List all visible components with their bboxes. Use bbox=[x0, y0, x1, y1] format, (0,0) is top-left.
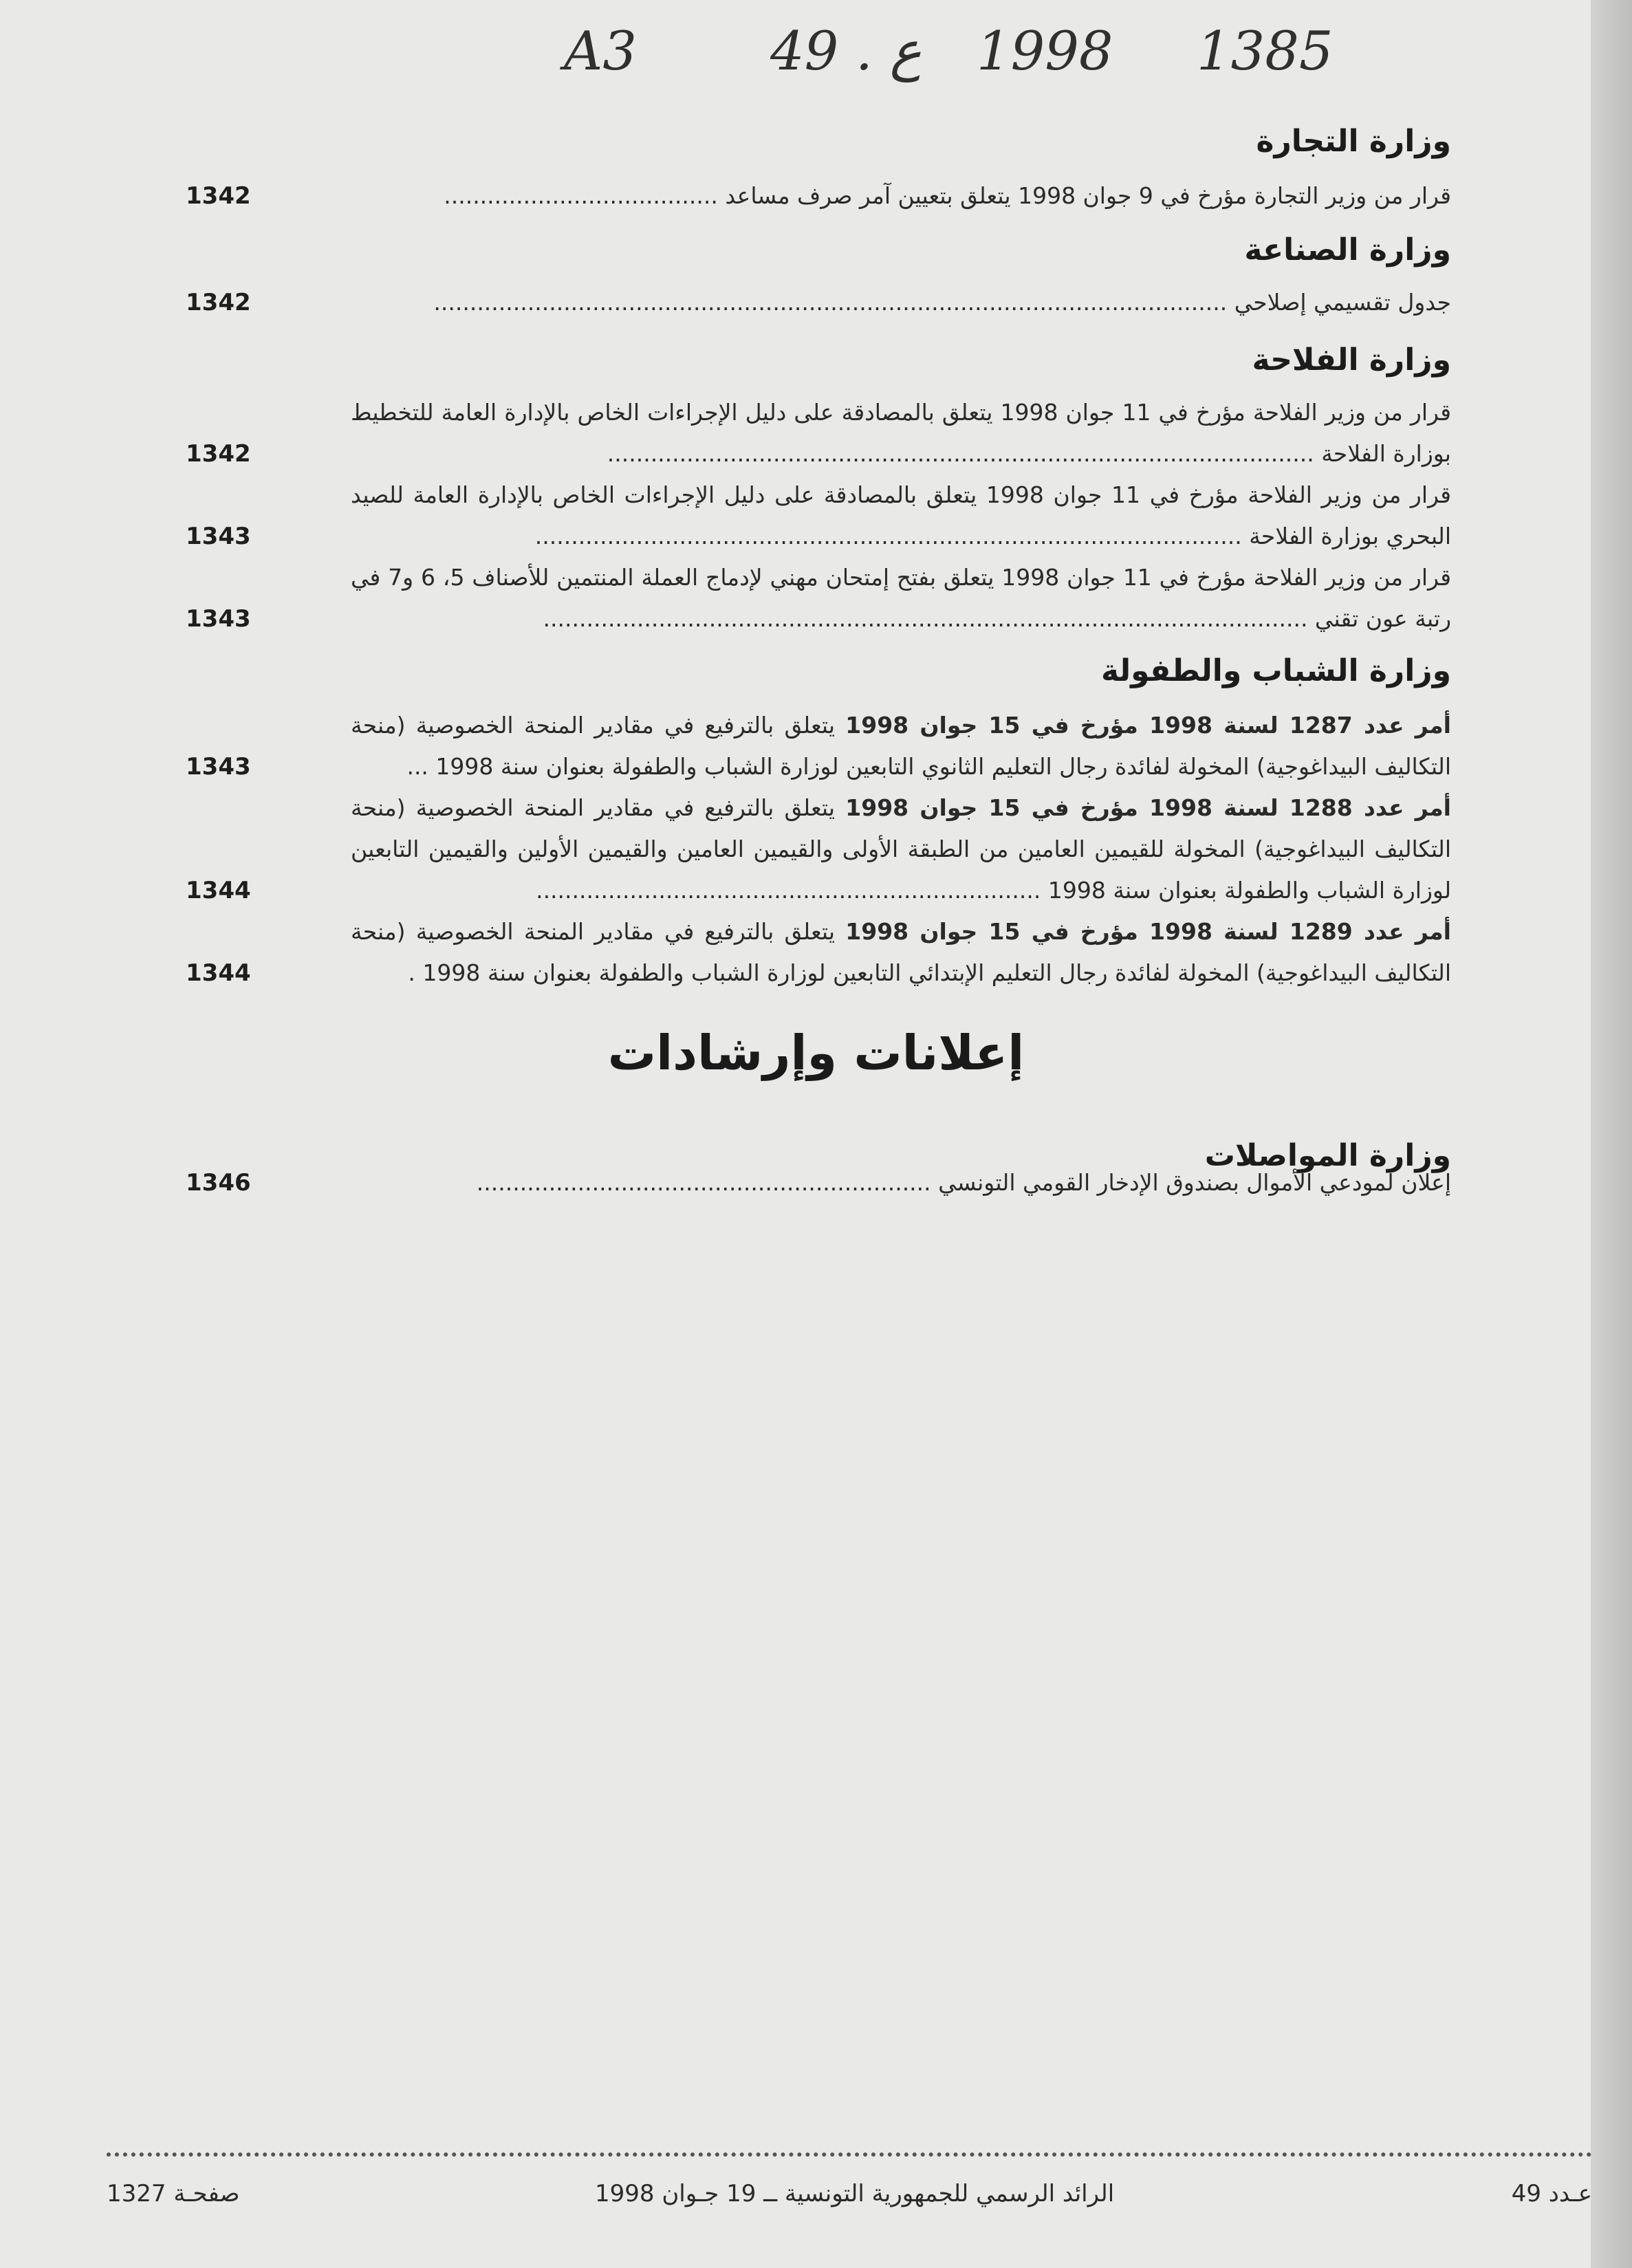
toc-entry bbox=[186, 787, 1451, 911]
entry-page-number: 1342 bbox=[186, 182, 251, 210]
decree-reference: أمر عدد 1287 لسنة 1998 مؤرخ في 15 جوان 1998 bbox=[845, 712, 1451, 739]
footer-publication-title: الرائد الرسمي للجمهورية التونسية ــ 19 جـوان 1998 bbox=[595, 2180, 1115, 2207]
decree-description: يتعلق بالترفيع في مقادير المنحة الخصوصية (منحة التكاليف البيداغوجية) المخولة لفائدة رجال التعليم الإبتدائي التابعين لوزارة الشباب والطفولة بعنوان سنة 1998 . bbox=[351, 918, 1451, 986]
section-title-commerce: وزارة التجارة bbox=[1256, 124, 1451, 159]
toc-entry bbox=[186, 1162, 1451, 1203]
toc-entry bbox=[186, 475, 1451, 557]
entry-text: قرار من وزير التجارة مؤرخ في 9 جوان 1998 يتعلق بتعيين آمر صرف مساعد ...................................... bbox=[444, 182, 1451, 209]
entry-page-number: 1342 bbox=[186, 440, 251, 468]
entry-text: قرار من وزير الفلاحة مؤرخ في 11 جوان 1998 يتعلق بالمصادقة على دليل الإجراءات الخاص بالإدارة العامة للصيد البحري بوزارة الفلاحة .................................................................................................. bbox=[351, 481, 1451, 549]
decree-description: يتعلق بالترفيع في مقادير المنحة الخصوصية (منحة التكاليف البيداغوجية) المخولة لفائدة رجال التعليم الثانوي التابعين لوزارة الشباب والطفولة بعنوان سنة 1998 ... bbox=[351, 712, 1451, 780]
toc-entry bbox=[186, 175, 1451, 217]
entry-text bbox=[351, 705, 1451, 787]
handwritten-annotation bbox=[564, 21, 1375, 96]
section-title-industry: وزارة الصناعة bbox=[1244, 232, 1451, 268]
toc-entry bbox=[186, 911, 1451, 994]
entry-page-number: 1346 bbox=[186, 1169, 251, 1197]
entry-page-number: 1344 bbox=[186, 877, 251, 904]
handwritten-issue: 49 . ع bbox=[770, 21, 922, 83]
entry-page-number: 1342 bbox=[186, 289, 251, 316]
toc-entry bbox=[186, 282, 1451, 323]
entry-page-number: 1343 bbox=[186, 753, 251, 781]
decree-reference: أمر عدد 1289 لسنة 1998 مؤرخ في 15 جوان 1998 bbox=[845, 918, 1451, 945]
section-title-youth: وزارة الشباب والطفولة bbox=[1100, 653, 1451, 688]
toc-entry bbox=[186, 392, 1451, 475]
announcements-heading: إعلانات وإرشادات bbox=[607, 1025, 1025, 1081]
page-footer bbox=[107, 2180, 1592, 2221]
footer-page-number: صفحـة 1327 bbox=[107, 2180, 240, 2207]
entry-text: قرار من وزير الفلاحة مؤرخ في 11 جوان 1998 يتعلق بالمصادقة على دليل الإجراءات الخاص بالإدارة العامة للتخطيط بوزارة الفلاحة .................................................................................................. bbox=[351, 399, 1451, 467]
entry-text: إعلان لمودعي الأموال بصندوق الإدخار القومي التونسي ............................................................... bbox=[476, 1169, 1451, 1196]
entry-page-number: 1343 bbox=[186, 605, 251, 633]
entry-page-number: 1344 bbox=[186, 959, 251, 987]
handwritten-year: 1998 bbox=[977, 21, 1113, 83]
section-title-agriculture: وزارة الفلاحة bbox=[1252, 342, 1451, 378]
footer-divider bbox=[107, 2152, 1592, 2157]
scan-page-edge bbox=[1591, 0, 1632, 2268]
toc-entry bbox=[186, 557, 1451, 640]
footer-issue-number: عـدد 49 bbox=[1511, 2180, 1592, 2207]
decree-description: يتعلق بالترفيع في مقادير المنحة الخصوصية (منحة التكاليف البيداغوجية) المخولة للقيمين العامين من الطبقة الأولى والقيمين العامين والقيمين الأولين والقيمين التابعين لوزارة الشباب والطفولة بعنوان سنة 1998 ...................................................................... bbox=[351, 794, 1451, 904]
entry-text: جدول تقسيمي إصلاحي .............................................................................................................. bbox=[433, 289, 1451, 316]
decree-reference: أمر عدد 1288 لسنة 1998 مؤرخ في 15 جوان 1998 bbox=[845, 794, 1451, 821]
toc-entry bbox=[186, 705, 1451, 787]
section-title-communications: وزارة المواصلات bbox=[1204, 1138, 1451, 1173]
entry-text bbox=[351, 787, 1451, 911]
handwritten-number: 1385 bbox=[1197, 21, 1334, 83]
entry-text: قرار من وزير الفلاحة مؤرخ في 11 جوان 1998 يتعلق بفتح إمتحان مهني لإدماج العملة المنتمين للأصناف 5، 6 و7 في رتبة عون تقني .......................................................................................................... bbox=[351, 564, 1452, 632]
handwritten-code: A3 bbox=[564, 21, 637, 83]
entry-text bbox=[351, 911, 1451, 994]
entry-page-number: 1343 bbox=[186, 523, 251, 550]
